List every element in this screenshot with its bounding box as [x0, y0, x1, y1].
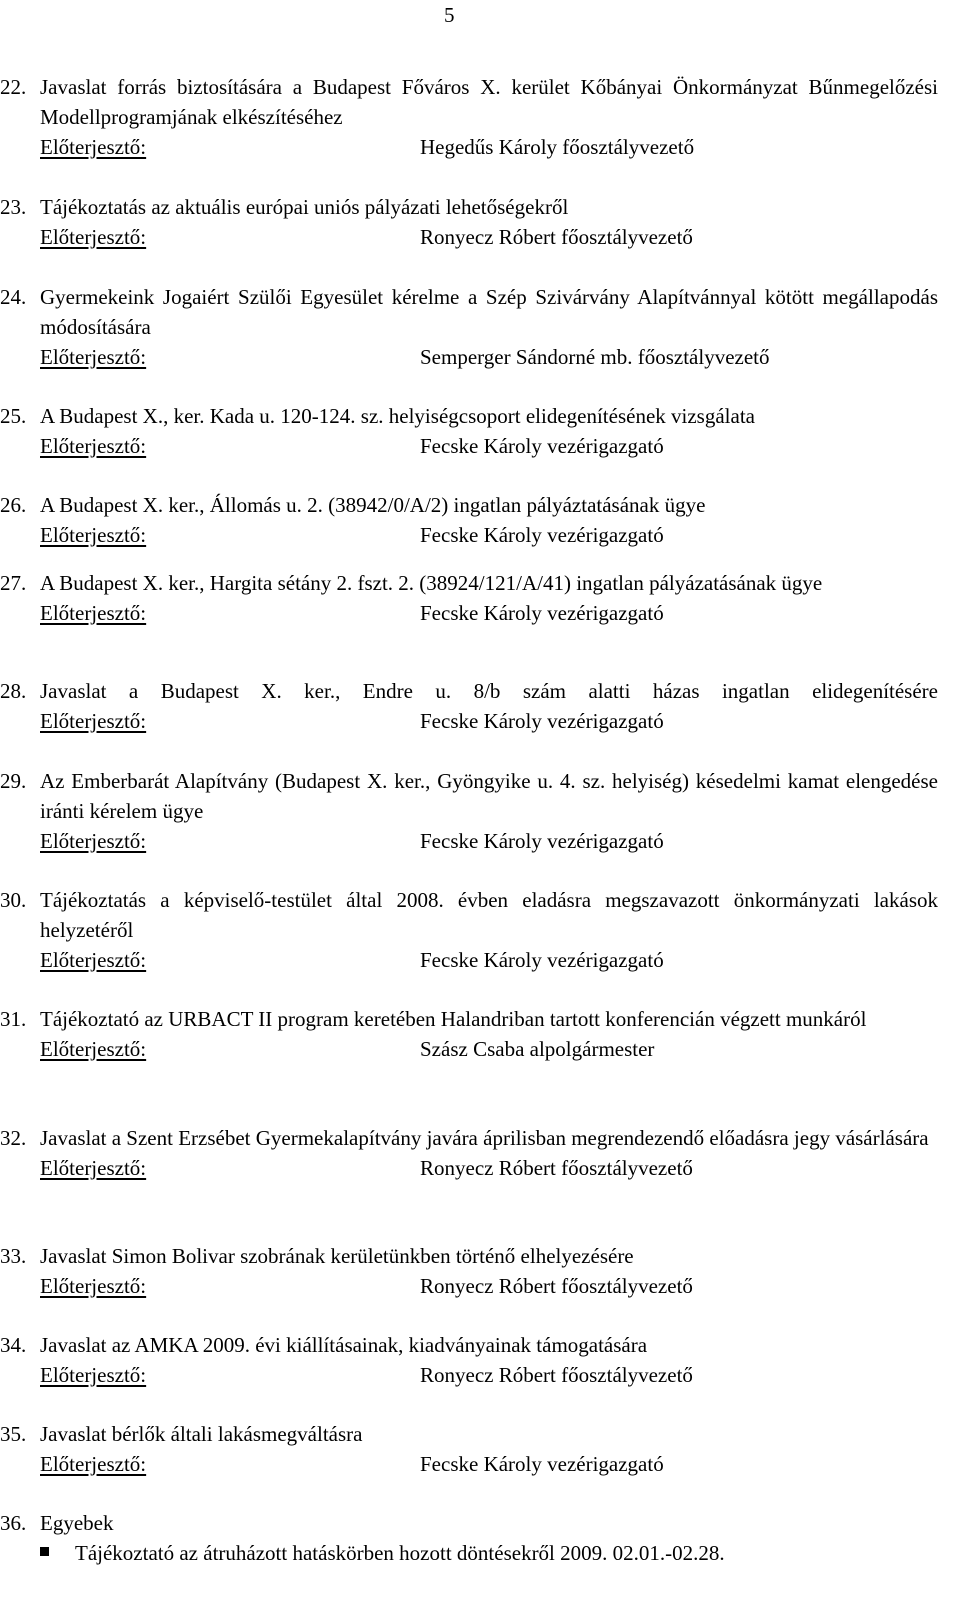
item-number: 34. — [0, 1333, 27, 1357]
item-title: Tájékoztató az URBACT II program keretében Halandriban tartott konferencián végzett munkáról — [40, 1007, 867, 1031]
presenter-name: Fecske Károly vezérigazgató — [420, 829, 664, 853]
presenter-name: Fecske Károly vezérigazgató — [420, 709, 664, 733]
presenter-row — [0, 598, 960, 628]
item-title: A Budapest X. ker., Hargita sétány 2. fszt. 2. (38924/121/A/41) ingatlan pályázatásának ügye — [40, 571, 823, 595]
agenda-item-24 — [0, 282, 960, 372]
presenter-label: Előterjesztő: — [40, 345, 147, 369]
item-title: Javaslat Simon Bolivar szobrának kerületünkben történő elhelyezésére — [40, 1244, 634, 1268]
item-title: Tájékoztatás az aktuális európai uniós pályázati lehetőségekről — [40, 195, 569, 219]
presenter-name: Szász Csaba alpolgármester — [420, 1037, 655, 1061]
item-title: A Budapest X., ker. Kada u. 120-124. sz. helyiségcsoport elidegenítésének vizsgálata — [40, 404, 755, 428]
presenter-label: Előterjesztő: — [40, 1274, 147, 1298]
agenda-item-29 — [0, 766, 960, 856]
presenter-row — [0, 1449, 960, 1479]
agenda-item-34 — [0, 1330, 960, 1390]
item-title: Gyermekeink Jogaiért Szülői Egyesület kérelme a Szép Szivárvány Alapítvánnyal kötött megállapodás módosítására — [40, 285, 938, 339]
item-number: 29. — [0, 769, 27, 793]
item-title: Javaslat a Budapest X. ker., Endre u. 8/b szám alatti házas ingatlan elidegenítésére — [40, 679, 938, 703]
presenter-label: Előterjesztő: — [40, 709, 147, 733]
presenter-row — [0, 826, 960, 856]
presenter-name: Ronyecz Róbert főosztályvezető — [420, 225, 693, 249]
presenter-name: Ronyecz Róbert főosztályvezető — [420, 1274, 693, 1298]
item-number: 35. — [0, 1422, 27, 1446]
presenter-row — [0, 132, 960, 162]
presenter-row — [0, 1271, 960, 1301]
item-title: Javaslat az AMKA 2009. évi kiállításainak, kiadványainak támogatására — [40, 1333, 648, 1357]
presenter-name: Fecske Károly vezérigazgató — [420, 948, 664, 972]
item-number: 23. — [0, 195, 27, 219]
agenda-item-30 — [0, 885, 960, 975]
item-number: 36. — [0, 1511, 27, 1535]
presenter-name: Ronyecz Róbert főosztályvezető — [420, 1363, 693, 1387]
item-number: 31. — [0, 1007, 27, 1031]
agenda-item-35 — [0, 1419, 960, 1479]
item-title: Javaslat a Szent Erzsébet Gyermekalapítvány javára áprilisban megrendezendő előadásra jegy vásárlására — [40, 1126, 929, 1150]
presenter-row — [0, 342, 960, 372]
agenda-item-33 — [0, 1241, 960, 1301]
presenter-label: Előterjesztő: — [40, 135, 147, 159]
presenter-label: Előterjesztő: — [40, 523, 147, 547]
square-bullet-icon — [40, 1547, 49, 1556]
presenter-label: Előterjesztő: — [40, 948, 147, 972]
item-number: 26. — [0, 493, 27, 517]
agenda-item-32 — [0, 1123, 960, 1183]
presenter-label: Előterjesztő: — [40, 1363, 147, 1387]
item-number: 33. — [0, 1244, 27, 1268]
presenter-name: Fecske Károly vezérigazgató — [420, 601, 664, 625]
item-title: Javaslat bérlők általi lakásmegváltásra — [40, 1422, 363, 1446]
item-title: A Budapest X. ker., Állomás u. 2. (38942/0/A/2) ingatlan pályáztatásának ügye — [40, 493, 706, 517]
agenda-item-26 — [0, 490, 960, 550]
item-number: 22. — [0, 75, 27, 99]
presenter-row — [0, 945, 960, 975]
presenter-row — [0, 706, 960, 736]
presenter-name: Semperger Sándorné mb. főosztályvezető — [420, 345, 770, 369]
item-number: 25. — [0, 404, 27, 428]
agenda-item-23 — [0, 192, 960, 252]
presenter-name: Fecske Károly vezérigazgató — [420, 523, 664, 547]
presenter-name: Fecske Károly vezérigazgató — [420, 1452, 664, 1476]
agenda-item-27 — [0, 568, 960, 628]
item-number: 24. — [0, 285, 27, 309]
presenter-row — [0, 1153, 960, 1183]
item-number: 30. — [0, 888, 27, 912]
presenter-row — [0, 1034, 960, 1064]
presenter-name: Ronyecz Róbert főosztályvezető — [420, 1156, 693, 1180]
item-title: Az Emberbarát Alapítvány (Budapest X. ker., Gyöngyike u. 4. sz. helyiség) késedelmi kamat elengedése iránti kérelem ügye — [40, 769, 938, 823]
item-title: Tájékoztatás a képviselő-testület által 2008. évben eladásra megszavazott önkormányzati lakások helyzetéről — [40, 888, 938, 942]
presenter-label: Előterjesztő: — [40, 1037, 147, 1061]
presenter-row — [0, 520, 960, 550]
agenda-item-31 — [0, 1004, 960, 1064]
presenter-label: Előterjesztő: — [40, 434, 147, 458]
sub-item-text: Tájékoztató az átruházott hatáskörben hozott döntésekről 2009. 02.01.-02.28. — [75, 1541, 725, 1565]
presenter-name: Hegedűs Károly főosztályvezető — [420, 135, 695, 159]
agenda-item-25 — [0, 401, 960, 461]
sub-list-item — [40, 1538, 960, 1568]
page-number: 5 — [444, 3, 455, 27]
presenter-label: Előterjesztő: — [40, 1156, 147, 1180]
agenda-item-22 — [0, 72, 960, 162]
item-number: 27. — [0, 571, 27, 595]
presenter-row — [0, 222, 960, 252]
presenter-name: Fecske Károly vezérigazgató — [420, 434, 664, 458]
item-number: 32. — [0, 1126, 27, 1150]
agenda-item-28 — [0, 676, 960, 736]
item-number: 28. — [0, 679, 27, 703]
presenter-label: Előterjesztő: — [40, 601, 147, 625]
presenter-label: Előterjesztő: — [40, 829, 147, 853]
agenda-item-36 — [0, 1508, 960, 1568]
presenter-row — [0, 1360, 960, 1390]
item-title: Javaslat forrás biztosítására a Budapest Főváros X. kerület Kőbányai Önkormányzat Bűnmegelőzési Modellprogramjának elkészítéséhez — [40, 75, 938, 129]
presenter-label: Előterjesztő: — [40, 225, 147, 249]
presenter-label: Előterjesztő: — [40, 1452, 147, 1476]
presenter-row — [0, 431, 960, 461]
item-title: Egyebek — [40, 1511, 114, 1535]
